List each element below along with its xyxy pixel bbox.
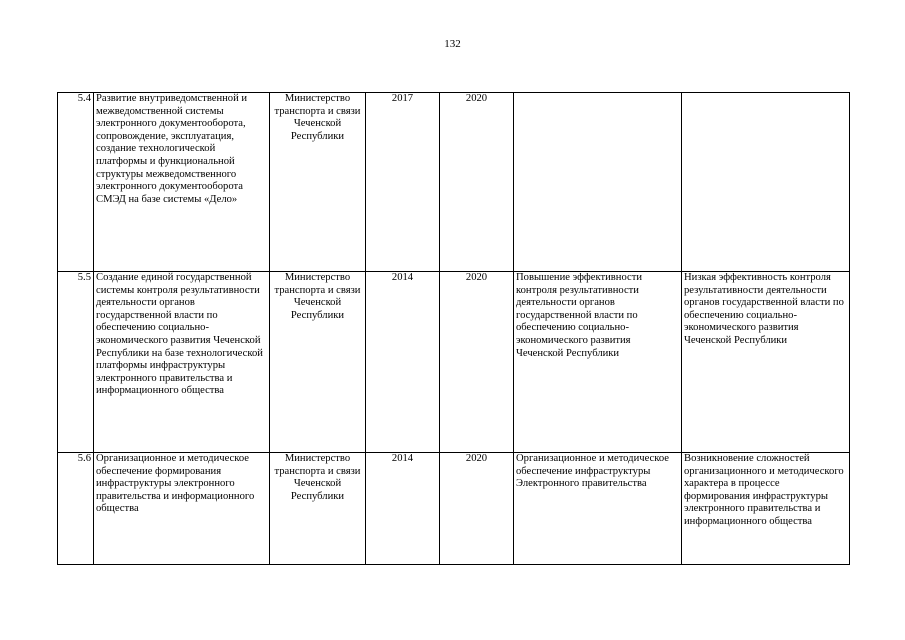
row-number: 5.6: [58, 453, 94, 565]
start-year: 2014: [366, 453, 440, 565]
measures-table: [57, 92, 850, 565]
measure-name: Создание единой государственной системы контроля результативности деятельности органов государственной власти по обеспечению социально-экономического развития Чеченской Республики на базе технологической платформы инфраструктуры электронного правительства и информационного общества: [94, 272, 270, 453]
expected-result: Повышение эффективности контроля результативности деятельности органов государственной власти по обеспечению социально-экономического развития Чеченской Республики: [514, 272, 682, 453]
start-year: 2017: [366, 93, 440, 272]
end-year: 2020: [440, 453, 514, 565]
table-row: [58, 453, 850, 565]
end-year: 2020: [440, 272, 514, 453]
row-number: 5.4: [58, 93, 94, 272]
row-number: 5.5: [58, 272, 94, 453]
risk-consequence: Возникновение сложностей организационного и методического характера в процессе формирования инфраструктуры электронного правительства и информационного общества: [682, 453, 850, 565]
measure-name: Организационное и методическое обеспечение формирования инфраструктуры электронного правительства и информационного общества: [94, 453, 270, 565]
end-year: 2020: [440, 93, 514, 272]
executor: Министерство транспорта и связи Чеченской Республики: [270, 93, 366, 272]
risk-consequence: [682, 93, 850, 272]
measure-name: Развитие внутриведомственной и межведомственной системы электронного документооборота, сопровождение, эксплуатация, создание технологической платформы и функциональной структуры межведомственного электронного документооборота СМЭД на базе системы «Дело»: [94, 93, 270, 272]
executor: Министерство транспорта и связи Чеченской Республики: [270, 453, 366, 565]
page-number: 132: [444, 38, 461, 50]
expected-result: [514, 93, 682, 272]
executor: Министерство транспорта и связи Чеченской Республики: [270, 272, 366, 453]
start-year: 2014: [366, 272, 440, 453]
risk-consequence: Низкая эффективность контроля результативности деятельности органов государственной власти по обеспечению социально-экономического развития Чеченской Республики: [682, 272, 850, 453]
table-row: [58, 272, 850, 453]
table-row: [58, 93, 850, 272]
expected-result: Организационное и методическое обеспечение инфраструктуры Электронного правительства: [514, 453, 682, 565]
